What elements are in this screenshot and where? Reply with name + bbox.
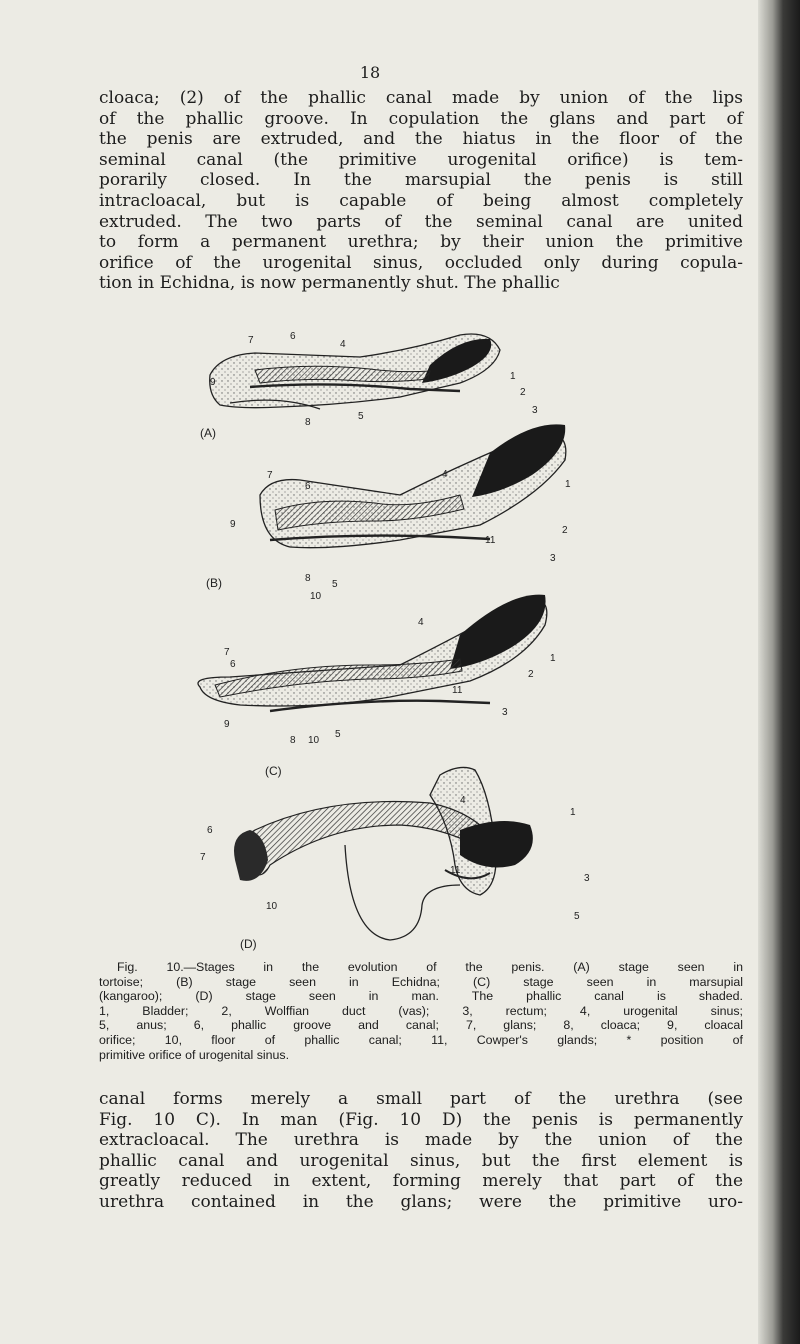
- paragraph-top: [99, 88, 743, 294]
- panel-c-label-6: 6: [230, 659, 236, 670]
- panel-c-label-5: 5: [335, 729, 341, 740]
- panel-b-label-9: 9: [230, 519, 236, 530]
- panel-d-label-11: 11: [450, 865, 461, 876]
- panel-d: [200, 767, 590, 951]
- panel-d-label-3: 3: [584, 873, 590, 884]
- panel-a-label-8: 8: [305, 417, 311, 428]
- text-line: seminal canal (the primitive urogenital orifice) is tem-: [99, 149, 743, 170]
- panel-d-label-1: 1: [570, 807, 576, 818]
- panel-d-label: (D): [240, 937, 257, 951]
- panel-c-label-7: 7: [224, 647, 230, 658]
- panel-b-label-6: 6: [305, 481, 311, 492]
- panel-a-label: (A): [200, 426, 216, 440]
- panel-d-label-10: 10: [266, 901, 278, 912]
- caption-line: orifice; 10, floor of phallic canal; 11, Cowper's glands; * position of: [99, 1032, 743, 1047]
- panel-b-label: (B): [206, 576, 222, 590]
- panel-b-label-8: 8: [305, 573, 311, 584]
- panel-c-label: (C): [265, 764, 282, 778]
- text-line: canal forms merely a small part of the urethra (see: [99, 1089, 743, 1109]
- caption-line: (kangaroo); (D) stage seen in man. The phallic canal is shaded.: [99, 989, 743, 1004]
- text-line: orifice of the urogenital sinus, occluded only during copula-: [99, 252, 743, 273]
- panel-a-label-3: 3: [532, 405, 538, 416]
- page-number: 18: [359, 63, 381, 82]
- text-line: extruded. The two parts of the seminal canal are united: [99, 211, 743, 232]
- panel-b-label-5: 5: [332, 579, 338, 590]
- panel-c-label-9: 9: [224, 719, 230, 730]
- book-binding-edge: [758, 0, 800, 1344]
- caption-line: Fig. 10.—Stages in the evolution of the penis. (A) stage seen in: [117, 960, 743, 974]
- panel-d-label-7: 7: [200, 852, 206, 863]
- panel-c-label-10: 10: [308, 735, 320, 746]
- text-line: the penis are extruded, and the hiatus in the floor of the: [99, 129, 743, 150]
- panel-a-label-7: 7: [248, 335, 254, 346]
- panel-b-label-2: 2: [562, 525, 568, 536]
- panel-d-scrotum-outline: [345, 845, 460, 940]
- text-line: urethra contained in the glans; were the primitive uro-: [99, 1191, 743, 1212]
- text-line: tion in Echidna, is now permanently shut. The phallic: [99, 273, 560, 294]
- panel-b-label-3: 3: [550, 553, 556, 564]
- panel-b: [206, 424, 571, 602]
- panel-b-label-10: 10: [310, 591, 322, 602]
- panel-d-phallic-canal: [239, 802, 480, 875]
- text-line: cloaca; (2) of the phallic canal made by union of the lips: [99, 88, 743, 108]
- caption-line: 5, anus; 6, phallic groove and canal; 7, glans; 8, cloaca; 9, cloacal: [99, 1018, 743, 1033]
- panel-a-label-4: 4: [340, 339, 346, 350]
- text-line: of the phallic groove. In copulation the glans and part of: [99, 108, 743, 129]
- text-line: extracloacal. The urethra is made by the union of the: [99, 1130, 743, 1151]
- panel-d-label-6: 6: [207, 825, 213, 836]
- figure-caption: [99, 960, 743, 1062]
- panel-c-label-3: 3: [502, 707, 508, 718]
- paragraph-bottom: [99, 1089, 743, 1213]
- caption-line: 1, Bladder; 2, Wolffian duct (vas); 3, rectum; 4, urogenital sinus;: [99, 1003, 743, 1018]
- figure-drawing: [160, 325, 600, 955]
- panel-c-label-4: 4: [418, 617, 424, 628]
- panel-b-label-11: 11: [485, 535, 496, 546]
- figure-penis-evolution: [160, 325, 600, 955]
- text-line: to form a permanent urethra; by their union the primitive: [99, 232, 743, 253]
- panel-a: [200, 331, 538, 440]
- panel-a-label-2: 2: [520, 387, 526, 398]
- panel-b-label-4: 4: [442, 469, 448, 480]
- panel-c-label-2: 2: [528, 669, 534, 680]
- text-line: porarily closed. In the marsupial the penis is still: [99, 170, 743, 191]
- panel-a-label-9: 9: [210, 377, 216, 388]
- panel-d-label-5: 5: [574, 911, 580, 922]
- caption-line: primitive orifice of urogenital sinus.: [99, 1047, 290, 1062]
- text-line: intracloacal, but is capable of being almost completely: [99, 190, 743, 211]
- caption-line: tortoise; (B) stage seen in Echidna; (C) stage seen in marsupial: [99, 974, 743, 989]
- panel-b-label-1: 1: [565, 479, 571, 490]
- panel-c-label-1: 1: [550, 653, 556, 664]
- panel-a-label-1: 1: [510, 371, 516, 382]
- panel-c-label-8: 8: [290, 735, 296, 746]
- panel-a-label-6: 6: [290, 331, 296, 342]
- panel-a-label-5: 5: [358, 411, 364, 422]
- text-line: phallic canal and urogenital sinus, but the first element is: [99, 1150, 743, 1171]
- panel-d-bladder: [460, 821, 533, 867]
- panel-c: [198, 595, 556, 778]
- panel-c-label-11: 11: [452, 685, 463, 696]
- panel-d-label-4: 4: [460, 795, 466, 806]
- panel-b-label-7: 7: [267, 470, 273, 481]
- text-line: greatly reduced in extent, forming merely that part of the: [99, 1171, 743, 1192]
- text-line: Fig. 10 C). In man (Fig. 10 D) the penis is permanently: [99, 1109, 743, 1130]
